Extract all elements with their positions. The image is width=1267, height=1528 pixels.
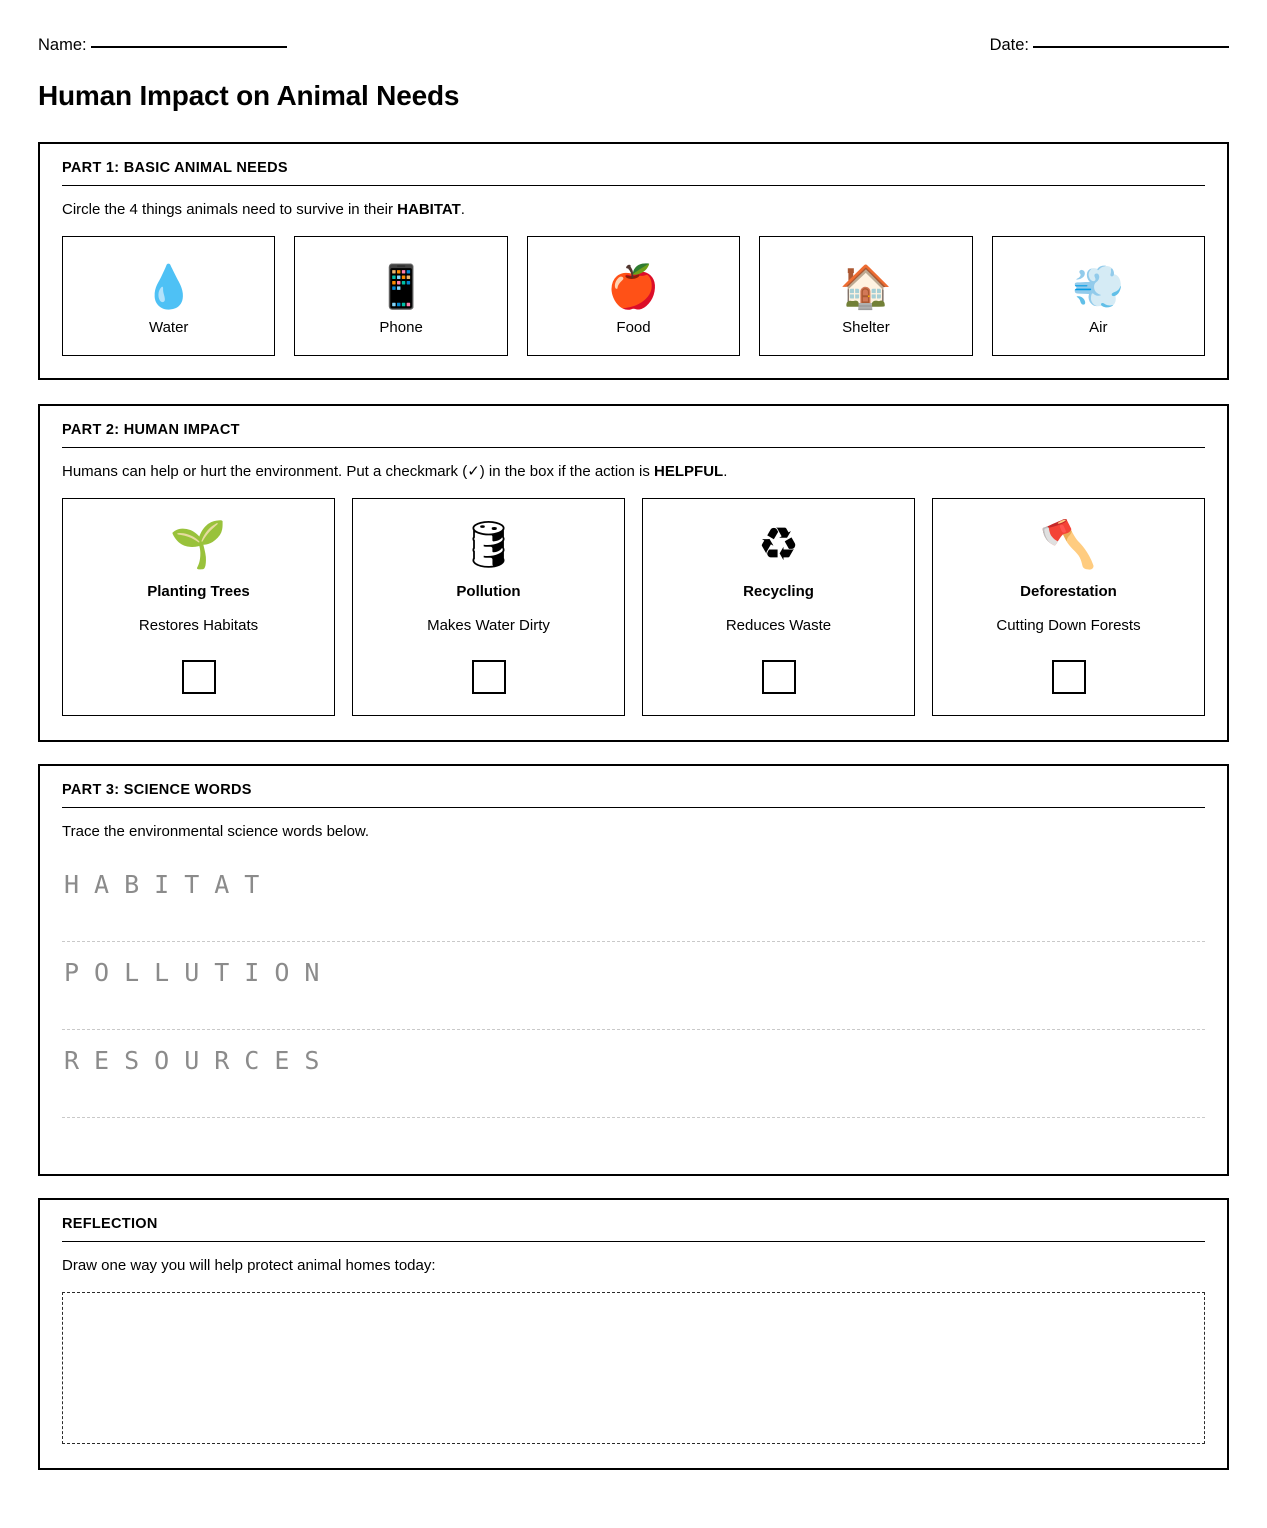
seedling-icon: 🌱 <box>169 517 228 570</box>
part2-instruction-suffix: . <box>723 463 728 480</box>
need-option-water[interactable] <box>62 236 275 356</box>
need-option-label: Food <box>616 319 651 336</box>
section-part1 <box>38 142 1229 380</box>
human-impact-options <box>62 498 1205 716</box>
drawing-area[interactable] <box>62 1292 1205 1444</box>
tracing-lines <box>62 854 1205 1118</box>
animal-needs-options <box>62 236 1205 356</box>
trace-word-pollution[interactable]: POLLUTION <box>64 957 335 987</box>
impact-checkbox[interactable] <box>472 660 506 694</box>
need-option-phone[interactable] <box>294 236 507 356</box>
page-title: Human Impact on Animal Needs <box>38 80 460 111</box>
part1-instruction-keyword: HABITAT <box>397 201 461 218</box>
axe-icon: 🪓 <box>1039 517 1098 570</box>
need-option-food[interactable] <box>527 236 740 356</box>
need-option-label: Water <box>148 319 189 336</box>
student-info-row <box>38 36 1229 64</box>
name-label: Name: <box>38 36 87 54</box>
need-option-label: Air <box>1089 319 1108 336</box>
date-label: Date: <box>989 36 1029 54</box>
water-drop-icon: 💧 <box>142 263 195 310</box>
impact-checkbox[interactable] <box>182 660 216 694</box>
trace-word-habitat[interactable]: HABITAT <box>64 869 275 899</box>
need-option-label: Shelter <box>842 319 890 336</box>
impact-option-planting-trees[interactable] <box>62 498 335 716</box>
part1-instruction <box>62 200 1205 220</box>
trace-baseline <box>62 1117 1205 1118</box>
need-option-shelter[interactable] <box>759 236 972 356</box>
part2-instruction <box>62 462 1205 482</box>
trace-word-resources[interactable]: RESOURCES <box>64 1045 335 1075</box>
name-write-line[interactable] <box>91 46 287 48</box>
impact-option-description: Cutting Down Forests <box>996 616 1141 634</box>
house-icon: 🏠 <box>839 263 893 310</box>
reflection-instruction: Draw one way you will help protect animal homes today: <box>62 1257 436 1274</box>
section-reflection <box>38 1198 1229 1470</box>
reflection-heading: REFLECTION <box>62 1216 1205 1242</box>
part1-instruction-suffix: . <box>460 201 465 218</box>
dash-wind-icon: 💨 <box>1072 263 1125 310</box>
impact-option-deforestation[interactable] <box>932 498 1205 716</box>
mobile-phone-icon: 📱 <box>374 263 428 310</box>
part1-instruction-prefix: Circle the 4 things animals need to survive in their <box>62 201 398 218</box>
oil-drum-icon: 🛢 <box>459 517 518 570</box>
impact-option-recycling[interactable] <box>642 498 915 716</box>
impact-option-title: Deforestation <box>1020 582 1117 600</box>
section-part2 <box>38 404 1229 742</box>
impact-option-pollution[interactable] <box>352 498 625 716</box>
part3-heading: PART 3: SCIENCE WORDS <box>62 782 1205 808</box>
impact-option-title: Pollution <box>456 582 521 600</box>
need-option-air[interactable] <box>992 236 1205 356</box>
part2-instruction-keyword: HELPFUL <box>654 463 724 480</box>
impact-option-title: Recycling <box>743 582 814 600</box>
part2-heading: PART 2: HUMAN IMPACT <box>62 422 1205 448</box>
impact-option-title: Planting Trees <box>147 582 250 600</box>
date-write-line[interactable] <box>1033 46 1229 48</box>
section-part3 <box>38 764 1229 1176</box>
part3-instruction: Trace the environmental science words below. <box>62 823 370 840</box>
recycling-icon: ♻ <box>757 517 800 570</box>
impact-option-description: Restores Habitats <box>138 616 259 634</box>
impact-checkbox[interactable] <box>1052 660 1086 694</box>
part1-heading: PART 1: BASIC ANIMAL NEEDS <box>62 160 1205 186</box>
impact-option-description: Makes Water Dirty <box>427 616 550 634</box>
impact-checkbox[interactable] <box>762 660 796 694</box>
part2-instruction-prefix: Humans can help or hurt the environment. Put a checkmark (✓) in the box if the action is <box>62 463 655 480</box>
impact-option-description: Reduces Waste <box>725 616 832 634</box>
apple-icon: 🍎 <box>607 263 660 310</box>
date-field[interactable] <box>990 36 1229 55</box>
need-option-label: Phone <box>379 319 423 336</box>
name-field[interactable] <box>38 36 287 55</box>
